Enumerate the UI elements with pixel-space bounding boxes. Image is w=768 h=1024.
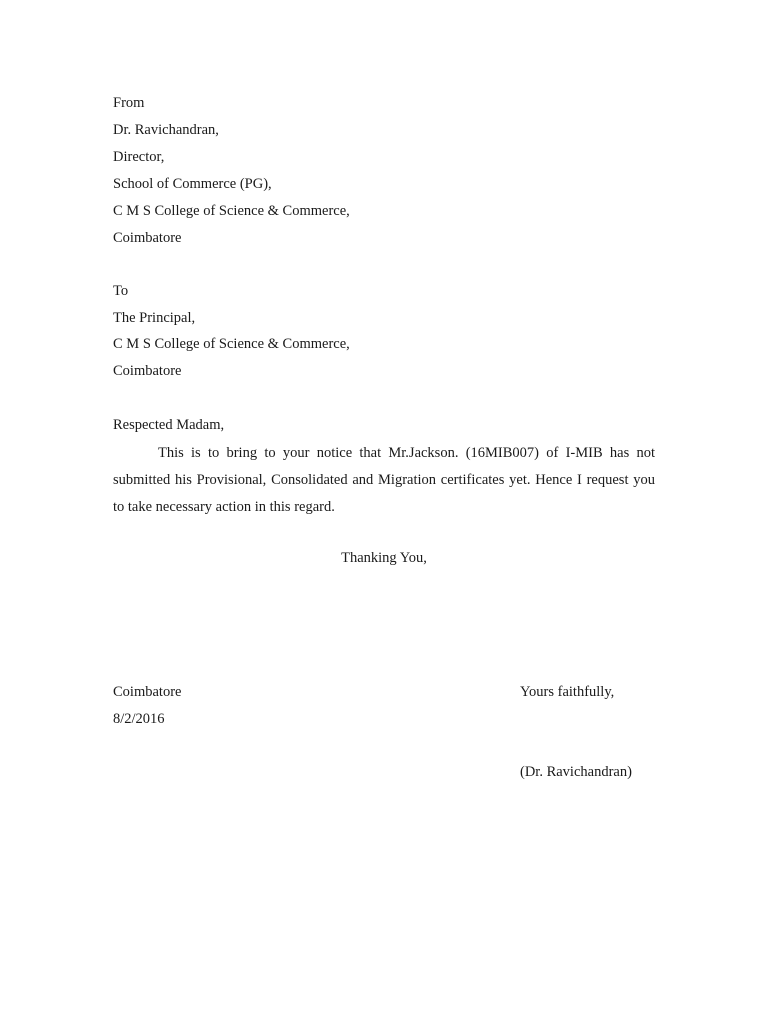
sender-name: Dr. Ravichandran, bbox=[113, 122, 219, 138]
sender-institution: C M S College of Science & Commerce, bbox=[113, 203, 350, 219]
recipient-institution: C M S College of Science & Commerce, bbox=[113, 336, 350, 352]
closing-date: 8/2/2016 bbox=[113, 711, 165, 727]
recipient-title: The Principal, bbox=[113, 310, 196, 326]
to-label: To bbox=[113, 283, 129, 299]
sender-designation: Director, bbox=[113, 149, 165, 165]
sender-city: Coimbatore bbox=[113, 230, 182, 246]
thanks-line: Thanking You, bbox=[341, 550, 427, 566]
signatory-name: (Dr. Ravichandran) bbox=[520, 764, 632, 780]
recipient-city: Coimbatore bbox=[113, 363, 182, 379]
closing-place: Coimbatore bbox=[113, 684, 182, 700]
letter-body: This is to bring to your notice that Mr.Jackson. (16MIB007) of I-MIB has not submitted his Provisional, Consolidated and Migration certificates yet. Hence I request you to take necessary action in this regard. bbox=[113, 445, 655, 515]
salutation: Respected Madam, bbox=[113, 417, 225, 433]
sender-department: School of Commerce (PG), bbox=[113, 176, 272, 192]
sign-off: Yours faithfully, bbox=[520, 684, 615, 700]
from-label: From bbox=[113, 95, 145, 111]
